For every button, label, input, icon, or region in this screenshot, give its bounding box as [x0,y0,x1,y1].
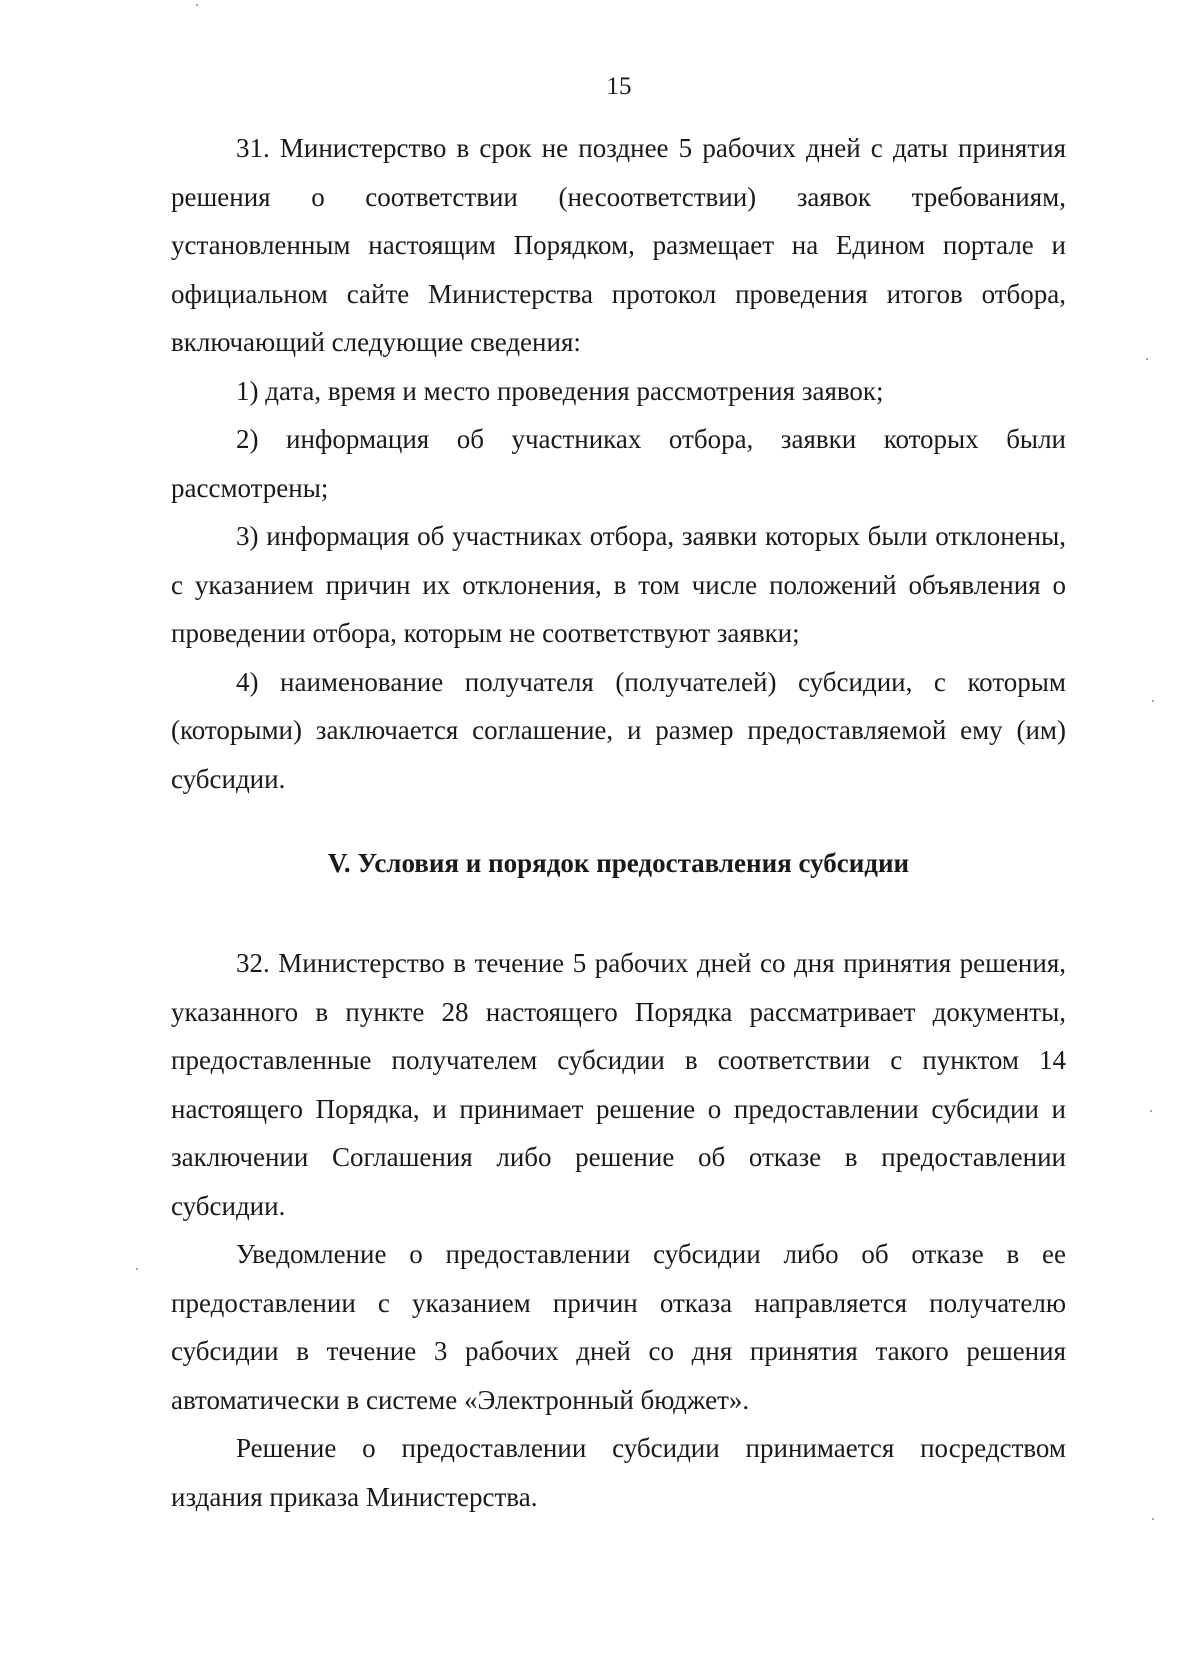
paragraph-decision: Решение о предоставлении субсидии принимается посредством издания приказа Министерства. [171,1433,1066,1512]
section-heading: V. Условия и порядок предоставления субсидии [327,848,910,878]
scan-speck [1152,1518,1154,1520]
paragraph-31: 31. Министерство в срок не позднее 5 рабочих дней с даты принятия решения о соответствии (несоответствии) заявок требованиям, установленным настоящим Порядком, размещает на Едином портале и официальном сайте Министерства протокол проведения итогов отбора, включающий следующие сведения: [171,133,1066,357]
scan-speck [1152,700,1154,702]
document-body [171,124,1066,1521]
list-item-3: 3) информация об участниках отбора, заявки которых были отклонены, с указанием причин их отклонения, в том числе положений объявления о проведении отбора, которым не соответствуют заявки; [171,521,1066,648]
scan-speck [1150,1110,1152,1112]
scan-speck [1146,358,1148,360]
list-item-1: 1) дата, время и место проведения рассмотрения заявок; [236,375,884,406]
page-number: 15 [606,73,632,100]
list-item-2: 2) информация об участниках отбора, заявки которых были рассмотрены; [171,424,1066,503]
list-item-4: 4) наименование получателя (получателей) субсидии, с которым (которыми) заключается соглашение, и размер предоставляемой ему (им) субсидии. [171,666,1066,794]
scan-speck [196,4,198,6]
paragraph-notification: Уведомление о предоставлении субсидии либо об отказе в ее предоставлении с указанием причин отказа направляется получателю субсидии в течение 3 рабочих дней со дня принятия такого решения автоматически в системе «Электронный бюджет». [171,1239,1066,1415]
scan-speck [136,1268,138,1270]
paragraph-32: 32. Министерство в течение 5 рабочих дней со дня принятия решения, указанного в пункте 28 настоящего Порядка рассматривает документы, предоставленные получателем субсидии в соответствии с пунктом 14 настоящего Порядка, и принимает решение о предоставлении субсидии и заключении Соглашения либо решение об отказе в предоставлении субсидии. [171,948,1066,1221]
